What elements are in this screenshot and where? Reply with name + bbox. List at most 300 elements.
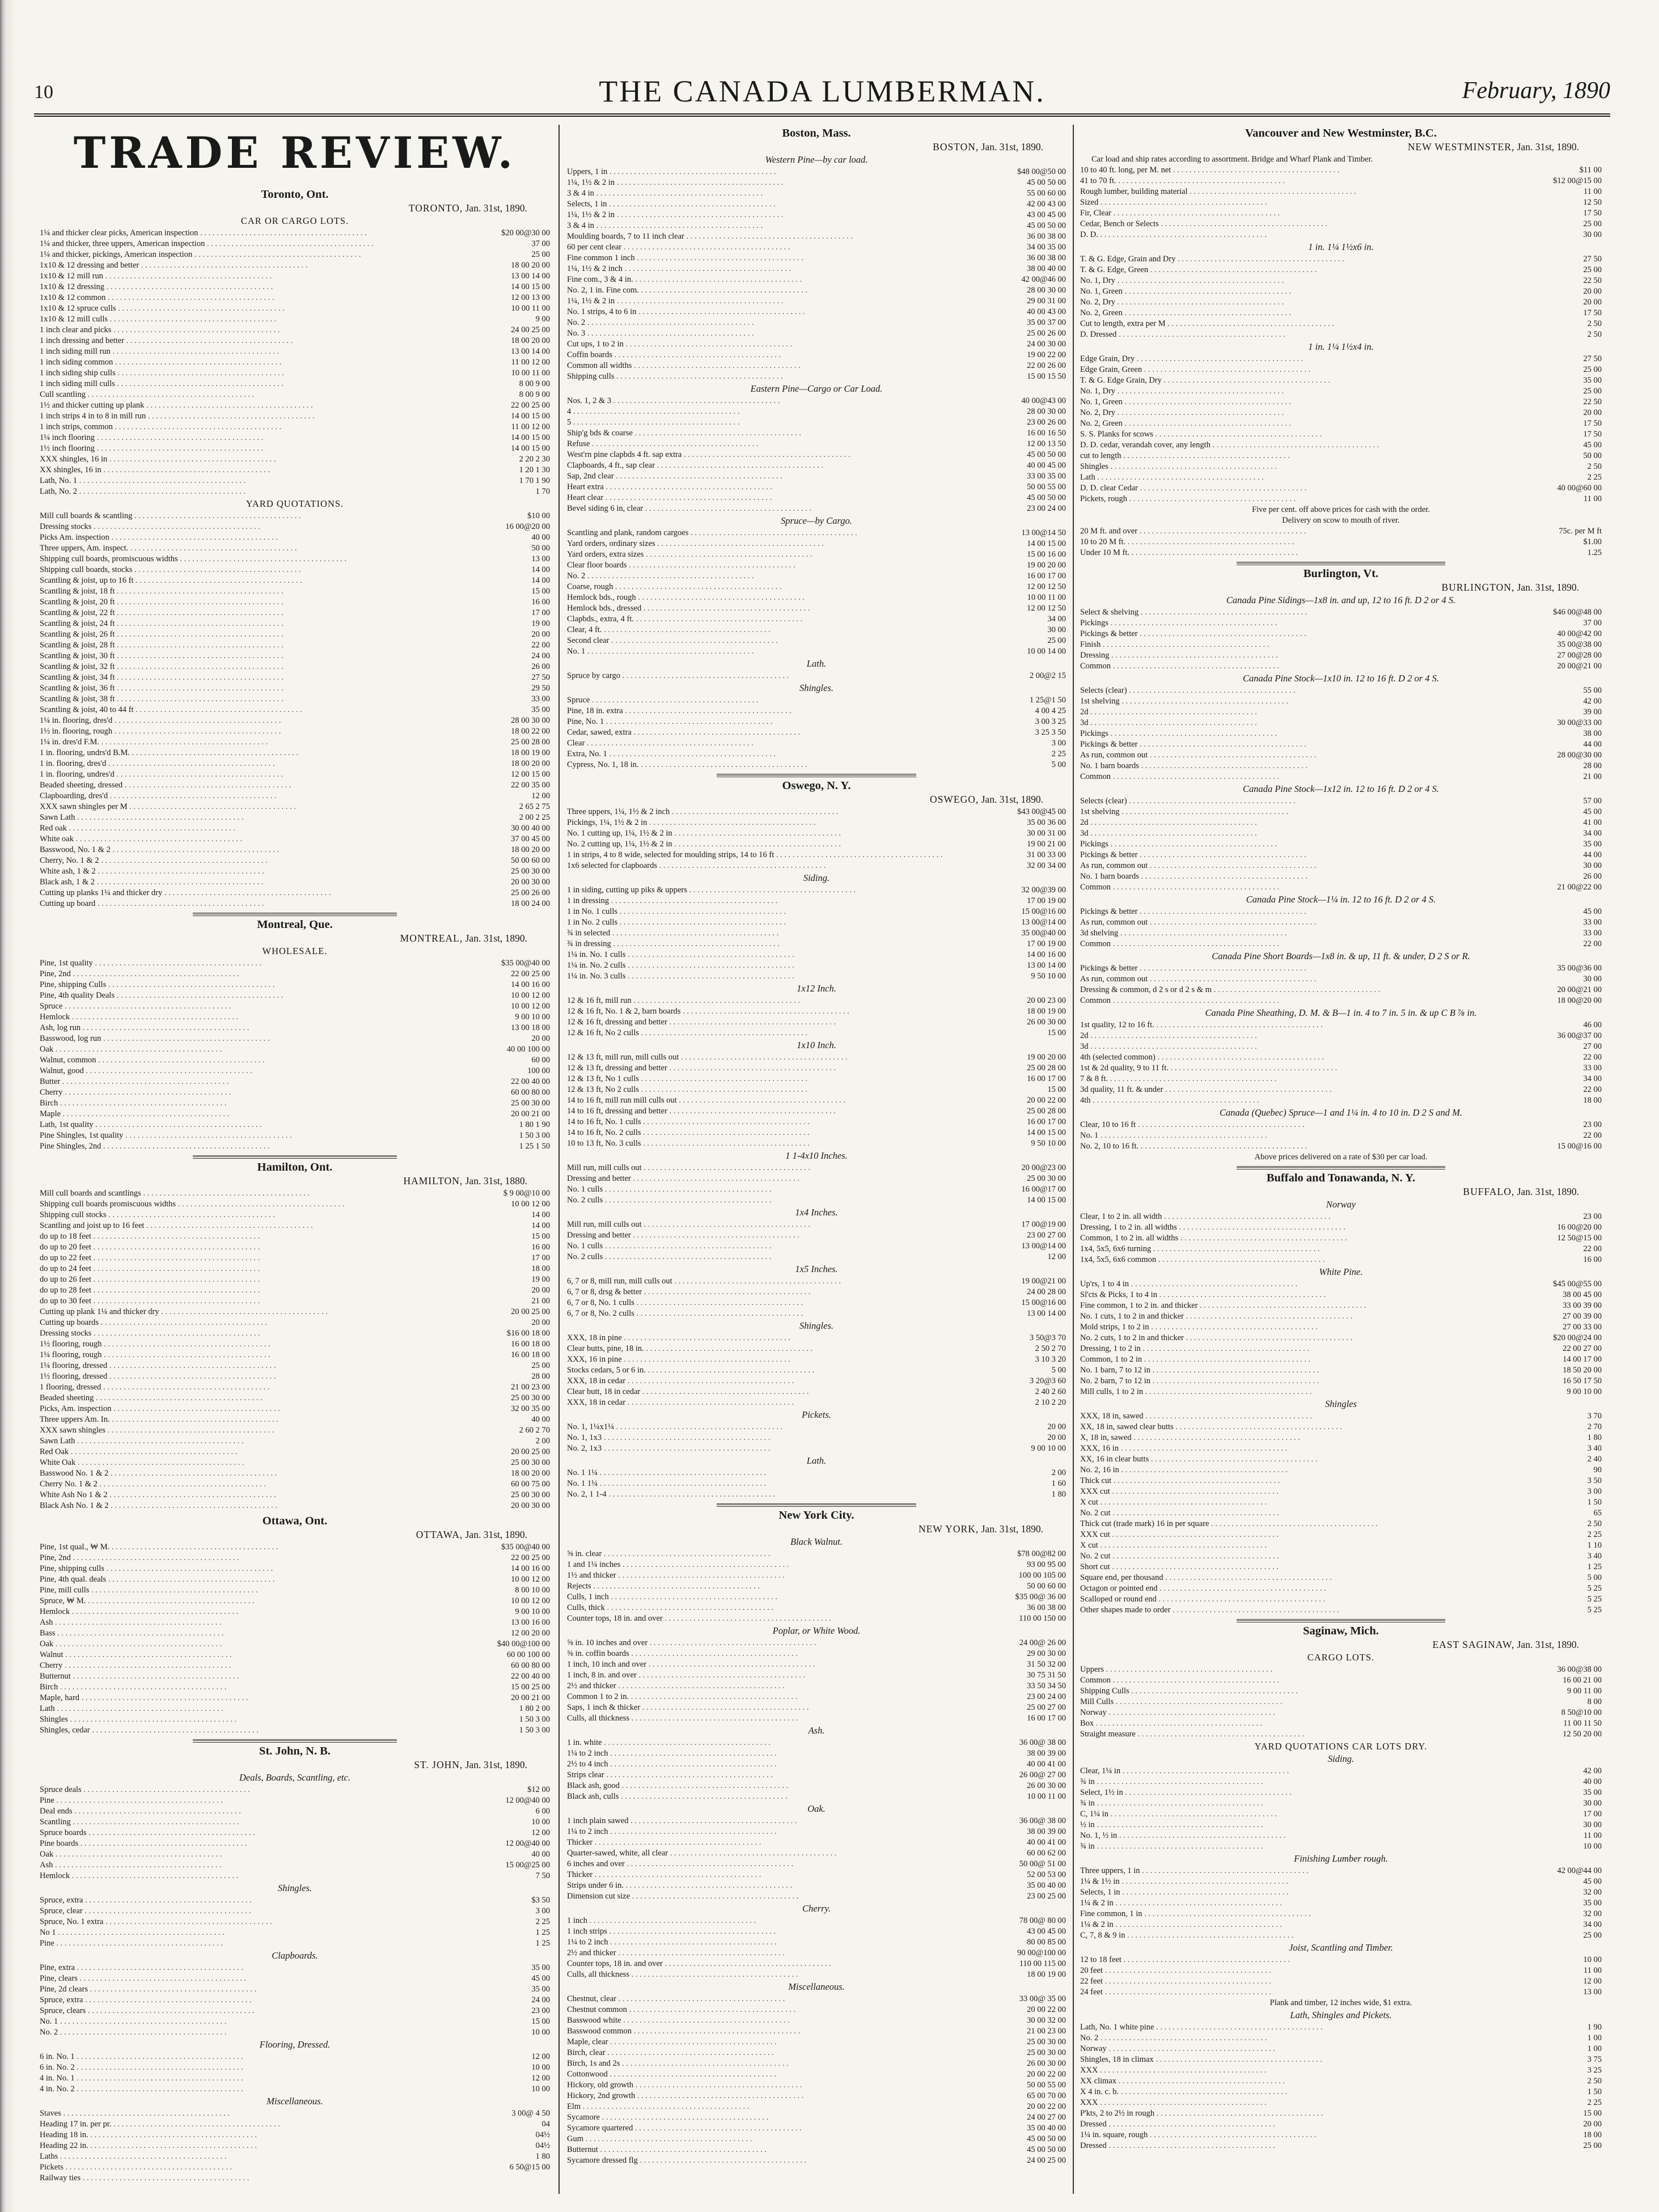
item-label: Deal ends . . . <box>40 1806 471 1817</box>
item-price: $11 00 <box>1579 166 1602 175</box>
item-price: 25 00 <box>1583 219 1602 228</box>
item-label: Scantling & joist, 26 ft . . . <box>40 629 471 640</box>
item-label: 4th . . . <box>1080 1095 1522 1106</box>
price-row <box>1080 548 1602 558</box>
item-price: $ 9 00@10 00 <box>503 1188 550 1198</box>
item-price: 22 00 35 00 <box>511 780 550 790</box>
price-row <box>567 1443 1066 1454</box>
price-row <box>567 1106 1066 1117</box>
subhead: YARD QUOTATIONS. <box>246 498 344 509</box>
item-price: 16 00@17 00 <box>1021 1185 1066 1194</box>
section-divider <box>1237 562 1445 565</box>
price-row <box>1080 1244 1602 1255</box>
item-price: 12 00 20 00 <box>511 1628 550 1638</box>
price-row <box>567 1916 1066 1926</box>
price-row <box>1080 1919 1602 1930</box>
item-label: No. 1 cutting up, 1¼, 1½ & 2 in . . . <box>567 828 987 839</box>
item-price: 25 00 30 00 <box>511 1457 550 1467</box>
price-list <box>567 1638 1066 1724</box>
item-price: 41 00 <box>1583 818 1602 827</box>
item-price: 5 00 <box>1051 760 1066 769</box>
item-price: $43 00@45 00 <box>1017 807 1066 816</box>
item-price: $12 00@15 00 <box>1553 176 1602 185</box>
price-list <box>1080 2022 1602 2151</box>
price-row <box>1080 850 1602 861</box>
item-price: 18 00 <box>1583 1096 1602 1105</box>
item-price: 39 00 <box>1583 707 1602 717</box>
item-label: Sycamore . . . <box>567 2112 987 2123</box>
price-row <box>1080 1041 1602 1052</box>
item-label: No. 2 culls . . . <box>567 1195 987 1206</box>
section-title: Boston, Mass. <box>782 127 851 139</box>
price-row <box>567 1344 1066 1354</box>
section-boston <box>567 127 1066 770</box>
price-row <box>567 528 1066 539</box>
item-price: 25 00 30 00 <box>511 1393 550 1402</box>
price-row <box>1080 1551 1602 1562</box>
price-list <box>1080 1279 1602 1397</box>
subhead: CAR OR CARGO LOTS. <box>240 215 349 226</box>
item-price: 14 00 15 00 <box>511 433 550 442</box>
price-row <box>567 1959 1066 1969</box>
item-price: 37 00 <box>531 239 550 248</box>
item-label: Dimension cut size . . . <box>567 1891 987 1902</box>
item-price: 5 25 <box>1587 1584 1602 1593</box>
item-price: 65 00 70 00 <box>1027 2091 1066 2100</box>
item-label: Common . . . <box>1080 939 1522 950</box>
item-label: Clear, 1¼ in . . . <box>1080 1766 1522 1777</box>
item-label: 14 to 16 ft, No. 1 culls . . . <box>567 1117 987 1128</box>
price-row <box>40 1328 550 1339</box>
price-row <box>1080 2119 1602 2130</box>
item-label: 3 & 4 in . . . <box>567 221 987 231</box>
price-row <box>40 1650 550 1660</box>
price-row <box>567 2005 1066 2015</box>
item-label: 4 in. No. 1 . . . <box>40 2073 471 2084</box>
price-list <box>1080 906 1602 950</box>
item-label: XXX, 16 in pine . . . <box>567 1354 987 1365</box>
item-label: 1 in strips, 4 to 8 wide, selected for moulding strips, 14 to 16 ft . . . <box>567 850 987 861</box>
item-price: 45 00 50 00 <box>1027 493 1066 502</box>
price-row <box>567 1713 1066 1724</box>
price-row <box>40 1596 550 1607</box>
item-price: 10 00 12 00 <box>511 1199 550 1209</box>
item-label: cut to length . . . <box>1080 451 1522 461</box>
item-label: ½ in . . . <box>1080 1820 1522 1830</box>
item-label: Mold strips, 1 to 2 in . . . <box>1080 1322 1522 1333</box>
price-row <box>1080 1697 1602 1707</box>
item-price: 35 00 40 00 <box>1027 2124 1066 2133</box>
section-hamilton <box>40 1161 550 1511</box>
item-price: 42 00 43 00 <box>1027 200 1066 209</box>
price-row <box>567 549 1066 560</box>
price-row <box>40 2130 550 2141</box>
price-row <box>567 1184 1066 1195</box>
item-label: 10 to 40 ft. long, per M. net . . . <box>1080 165 1522 176</box>
item-label: Black ash, culls . . . <box>567 1791 987 1802</box>
item-label: Heart clear . . . <box>567 493 987 503</box>
item-label: Scantling & joist, 24 ft . . . <box>40 618 471 629</box>
item-price: 13 00 <box>1583 1988 1602 1997</box>
item-label: Scantling & joist, up to 16 ft . . . <box>40 575 471 586</box>
item-price: 13 00 14 00 <box>511 271 550 281</box>
price-row <box>40 554 550 565</box>
item-label: D. Dressed . . . <box>1080 329 1522 340</box>
price-row <box>1080 1898 1602 1909</box>
subhead: Siding. <box>1327 1753 1355 1764</box>
price-list <box>1080 1411 1602 1616</box>
section-title: Oswego, N. Y. <box>782 779 851 792</box>
price-row <box>40 1973 550 1984</box>
price-row <box>40 2108 550 2119</box>
item-price: 10 00 12 00 <box>511 1596 550 1605</box>
price-row <box>567 1560 1066 1570</box>
price-row <box>1080 354 1602 365</box>
item-label: do up to 22 feet . . . <box>40 1253 471 1264</box>
item-label: 1½ in. flooring, rough . . . <box>40 726 471 737</box>
dateline: BOSTON, Jan. 31st, 1890. <box>933 141 1043 152</box>
item-price: 16 00 17 00 <box>1027 1117 1066 1126</box>
item-price: 25 00 27 00 <box>1027 1703 1066 1712</box>
item-label: Pickings . . . <box>1080 839 1522 850</box>
subhead: Canada Pine Stock—1x10 in. 12 to 16 ft. D 2 or 4 S. <box>1242 673 1440 684</box>
item-label: Maple . . . <box>40 1109 471 1120</box>
price-row <box>567 671 1066 681</box>
item-label: No. 2, 1 in. Fine com. . . . <box>567 285 987 296</box>
item-price: 27 00 <box>1583 1042 1602 1051</box>
item-label: 1¼ to 2 inch . . . <box>567 1748 987 1759</box>
item-price: 5 25 <box>1587 1595 1602 1604</box>
item-price: 23 00 25 00 <box>1027 1892 1066 1901</box>
item-label: Hemlock . . . <box>40 1607 471 1617</box>
item-price: 6 50@15 00 <box>509 2162 550 2172</box>
item-price: $35 00@40 00 <box>501 1542 550 1552</box>
item-price: 60 00 100 00 <box>506 1650 550 1659</box>
item-label: XXX . . . <box>1080 2097 1522 2108</box>
price-row <box>567 2048 1066 2058</box>
price-row <box>40 1350 550 1361</box>
item-price: 34 00 <box>1047 615 1066 624</box>
price-row <box>40 1077 550 1087</box>
item-label: Shipping culls . . . <box>567 371 987 382</box>
item-label: 2½ and thicker . . . <box>567 1681 987 1692</box>
dateline: BUFFALO, Jan. 31st, 1890. <box>1463 1186 1579 1197</box>
item-label: XXX cut . . . <box>1080 1486 1522 1497</box>
item-label: 1 in dressing . . . <box>567 896 987 906</box>
item-label: 1¼ in. dres'd F.M. . . . <box>40 737 471 748</box>
price-row <box>567 1649 1066 1659</box>
item-label: Lath, No. 1 . . . <box>40 476 471 486</box>
item-price: 12 50 <box>1583 198 1602 207</box>
item-label: Shingles, cedar . . . <box>40 1725 471 1736</box>
subhead: Pickets. <box>802 1409 831 1420</box>
item-label: Square end, per thousand . . . <box>1080 1573 1522 1583</box>
price-row <box>567 1859 1066 1870</box>
item-price: 28 00 30 00 <box>511 715 550 725</box>
item-label: No. 1 barn boards . . . <box>1080 761 1522 772</box>
price-row <box>40 357 550 368</box>
item-label: 7 & 8 ft. . . . <box>1080 1074 1522 1084</box>
item-label: ¾ in . . . <box>1080 1841 1522 1852</box>
item-label: 1¼ to 2 inch . . . <box>567 1827 987 1837</box>
item-price: 13 00 14 00 <box>511 346 550 356</box>
item-price: 3 00 <box>1051 739 1066 748</box>
item-label: Cypress, No. 1, 18 in. . . . <box>567 760 987 770</box>
price-row <box>567 760 1066 770</box>
price-row <box>567 1287 1066 1298</box>
item-price: 19 00@21 00 <box>1021 1277 1066 1286</box>
price-row <box>567 188 1066 199</box>
item-price: 25 00 <box>1583 265 1602 274</box>
item-price: 5 25 <box>1587 1605 1602 1614</box>
item-label: D. D. . . . <box>1080 230 1522 240</box>
item-price: 36 00@38 00 <box>1557 1665 1602 1674</box>
item-price: 20 00 22 00 <box>1027 1096 1066 1105</box>
price-list <box>1080 1664 1602 1740</box>
item-label: 1 inch strips, common . . . <box>40 422 471 433</box>
item-label: 14 to 16 ft, mill run mill culls out . . . <box>567 1095 987 1106</box>
price-row <box>40 1693 550 1704</box>
price-list <box>567 1422 1066 1454</box>
item-label: No. 1 culls . . . <box>567 1184 987 1195</box>
item-price: 26 00 <box>1583 872 1602 881</box>
item-price: 04½ <box>535 2130 550 2139</box>
item-price: 21 00@22 00 <box>1557 883 1602 892</box>
item-price: 15 00@25 00 <box>505 1860 550 1870</box>
item-label: No. 1 barn, 7 to 12 in . . . <box>1080 1365 1522 1376</box>
item-label: Pine . . . <box>40 1795 471 1806</box>
price-row <box>1080 906 1602 917</box>
item-price: 11 00 11 50 <box>1563 1719 1602 1728</box>
item-label: 12 & 13 ft, dressing and better . . . <box>567 1063 987 1074</box>
price-row <box>40 368 550 379</box>
price-row <box>40 1044 550 1055</box>
item-label: 1¼, 1½ & 2 inch . . . <box>567 264 987 274</box>
item-price: 30 00 40 00 <box>511 823 550 833</box>
price-row <box>1080 882 1602 893</box>
item-label: 3d . . . <box>1080 1041 1522 1052</box>
item-label: Clapboarding, dres'd . . . <box>40 791 471 802</box>
item-price: 75c. per M ft <box>1559 527 1602 536</box>
item-label: 1½ inch flooring . . . <box>40 443 471 454</box>
price-row <box>1080 1866 1602 1876</box>
price-row <box>567 861 1066 871</box>
item-price: 78 00@ 80 00 <box>1019 1916 1066 1925</box>
item-label: Mill run, mill culls out . . . <box>567 1219 987 1230</box>
price-row <box>1080 1311 1602 1322</box>
section-title: Montreal, Que. <box>257 918 333 931</box>
item-price: 22 00 25 00 <box>511 969 550 978</box>
price-row <box>1080 397 1602 408</box>
column-1 <box>40 125 550 2187</box>
item-price: 4 00 4 25 <box>1035 706 1066 715</box>
item-label: No. 2, Dry . . . <box>1080 297 1522 308</box>
item-price: 18 50 20 00 <box>1563 1366 1602 1375</box>
price-row <box>40 845 550 855</box>
price-row <box>1080 1583 1602 1594</box>
price-row <box>1080 939 1602 950</box>
item-price: 45 00 50 00 <box>1027 2134 1066 2143</box>
item-price: 45 00 <box>1583 1877 1602 1886</box>
section-title: Burlington, Vt. <box>1303 567 1379 580</box>
price-row <box>567 350 1066 361</box>
item-label: XX climax . . . <box>1080 2076 1522 2087</box>
subhead: 1x5 Inches. <box>795 1264 838 1274</box>
item-label: Culls, all thickness . . . <box>567 1713 987 1724</box>
item-label: No. 1, Green . . . <box>1080 397 1522 408</box>
price-row <box>1080 1820 1602 1830</box>
price-list <box>567 1276 1066 1319</box>
item-label: Selects, 1 in . . . <box>1080 1887 1522 1898</box>
item-price: 32 00 34 00 <box>1027 861 1066 870</box>
item-label: Sawn Lath . . . <box>40 812 471 823</box>
item-label: 3d quality, 11 ft. & under . . . <box>1080 1084 1522 1095</box>
price-row <box>567 1748 1066 1759</box>
item-price: 16 00@20 00 <box>1557 1223 1602 1232</box>
price-row <box>40 1585 550 1596</box>
item-price: 23 00 24 00 <box>1027 504 1066 513</box>
item-price: 11 00 <box>1583 187 1602 196</box>
item-price: $3 50 <box>531 1895 550 1905</box>
item-price: 22 00 26 00 <box>1027 361 1066 370</box>
item-price: 20 00@21 00 <box>1557 662 1602 671</box>
price-row <box>567 460 1066 471</box>
item-label: 5 . . . <box>567 417 987 428</box>
item-label: Beaded sheeting . . . <box>40 1393 471 1404</box>
item-price: 40 00 45 00 <box>1027 461 1066 470</box>
price-row <box>1080 1718 1602 1729</box>
price-row <box>40 769 550 780</box>
price-row <box>567 1969 1066 1980</box>
item-price: 20 00 22 00 <box>1027 2005 1066 2014</box>
item-price: 15 00 <box>531 1231 550 1241</box>
item-label: Picks Am. inspection . . . <box>40 532 471 543</box>
price-row <box>1080 1095 1602 1106</box>
price-row <box>40 1371 550 1382</box>
subhead: Eastern Pine—Cargo or Car Load. <box>750 383 883 394</box>
item-label: XXX, 18 in cedar . . . <box>567 1397 987 1408</box>
item-label: 22 feet . . . <box>1080 1976 1522 1987</box>
item-label: Spruce by cargo . . . <box>567 671 987 681</box>
item-price: 25 00 30 00 <box>1027 2037 1066 2046</box>
price-row <box>1080 661 1602 672</box>
item-price: 13 00@14 50 <box>1021 528 1066 537</box>
item-label: No. 2, 1x3 . . . <box>567 1443 987 1454</box>
price-row <box>1080 308 1602 319</box>
price-row <box>40 651 550 662</box>
item-price: 9 00 11 00 <box>1567 1686 1602 1696</box>
price-row <box>40 899 550 909</box>
item-label: Elm . . . <box>567 2101 987 2112</box>
item-label: Gum . . . <box>567 2134 987 2145</box>
item-label: Select, 1½ in . . . <box>1080 1787 1522 1798</box>
item-price: 2 50 <box>1587 2077 1602 2086</box>
price-row <box>1080 728 1602 739</box>
item-label: 1 inch plain sawed . . . <box>567 1816 987 1827</box>
item-label: Clapbds., extra, 4 ft. . . . <box>567 614 987 625</box>
item-label: No. 3 . . . <box>567 328 987 339</box>
price-row <box>1080 254 1602 265</box>
item-label: Clear, 4 ft. . . . <box>567 625 987 635</box>
price-row <box>567 493 1066 503</box>
price-row <box>567 1994 1066 2005</box>
price-row <box>40 422 550 433</box>
item-label: 2½ and thicker . . . <box>567 1948 987 1959</box>
price-row <box>1080 1443 1602 1454</box>
item-label: No. 1 1¼ . . . <box>567 1478 987 1489</box>
price-row <box>567 253 1066 264</box>
item-label: 1¼, 1½ & 2 in . . . <box>567 296 987 307</box>
item-label: Shipping Culls . . . <box>1080 1686 1522 1697</box>
section-divider <box>193 1739 397 1743</box>
dateline: EAST SAGINAW, Jan. 31st, 1890. <box>1432 1639 1579 1650</box>
item-label: Hemlock bds., dressed . . . <box>567 603 987 614</box>
item-price: 45 00 <box>531 1973 550 1983</box>
item-label: Yard orders, extra sizes . . . <box>567 549 987 560</box>
price-list <box>567 1916 1066 1980</box>
item-label: Cut ups, 1 to 2 in . . . <box>567 339 987 350</box>
item-price: 90 <box>1593 1465 1602 1474</box>
item-label: Scantling & joist, 20 ft . . . <box>40 597 471 608</box>
item-price: 27 00@28 00 <box>1557 651 1602 660</box>
price-row <box>1080 408 1602 418</box>
item-price: 18 00@20 00 <box>1557 996 1602 1005</box>
item-label: No. 2, Dry . . . <box>1080 408 1522 418</box>
item-label: Counter tops, 18 in. and over . . . <box>567 1959 987 1969</box>
item-label: No. 1 culls . . . <box>567 1241 987 1252</box>
item-price: 16 00 17 00 <box>1027 571 1066 580</box>
price-row <box>567 1252 1066 1262</box>
price-row <box>40 1120 550 1130</box>
price-row <box>40 1414 550 1425</box>
item-label: 24 feet . . . <box>1080 1987 1522 1998</box>
item-price: 45 00 50 00 <box>1027 221 1066 230</box>
price-row <box>567 231 1066 242</box>
subhead: Western Pine—by car load. <box>765 154 868 165</box>
item-price: 10 00 11 00 <box>1027 1792 1066 1801</box>
item-label: Quarter-sawed, white, all clear . . . <box>567 1848 987 1859</box>
item-price: 12 00 13 00 <box>511 293 550 302</box>
item-price: 11 00 <box>1583 1831 1602 1840</box>
item-label: No. 1, Dry . . . <box>1080 386 1522 397</box>
item-label: Lath . . . <box>40 1704 471 1714</box>
price-row <box>567 582 1066 592</box>
price-row <box>40 1542 550 1553</box>
item-label: Thick cut (trade mark) 16 in per square . . . <box>1080 1519 1522 1529</box>
item-price: 2 25 <box>1587 473 1602 482</box>
item-label: 1 in. white . . . <box>567 1738 987 1748</box>
item-price: 12 00 15 00 <box>511 769 550 779</box>
item-label: Rejects . . . <box>567 1581 987 1592</box>
price-list <box>567 1738 1066 1802</box>
price-row <box>40 726 550 737</box>
item-price: 14 00 15 00 <box>1027 539 1066 548</box>
item-label: Scantling & joist, 18 ft . . . <box>40 586 471 597</box>
price-row <box>567 1870 1066 1880</box>
price-row <box>40 260 550 271</box>
item-label: Octagon or pointed end . . . <box>1080 1583 1522 1594</box>
price-row <box>40 1628 550 1639</box>
price-row <box>40 1055 550 1066</box>
item-label: Basswood No. 1 & 2 . . . <box>40 1468 471 1479</box>
price-row <box>1080 1465 1602 1476</box>
price-row <box>40 228 550 239</box>
price-list <box>567 671 1066 681</box>
price-row <box>40 1795 550 1806</box>
price-row <box>1080 1063 1602 1074</box>
item-price: 35 00 <box>531 1963 550 1972</box>
item-label: Pine Shingles, 1st quality . . . <box>40 1130 471 1141</box>
